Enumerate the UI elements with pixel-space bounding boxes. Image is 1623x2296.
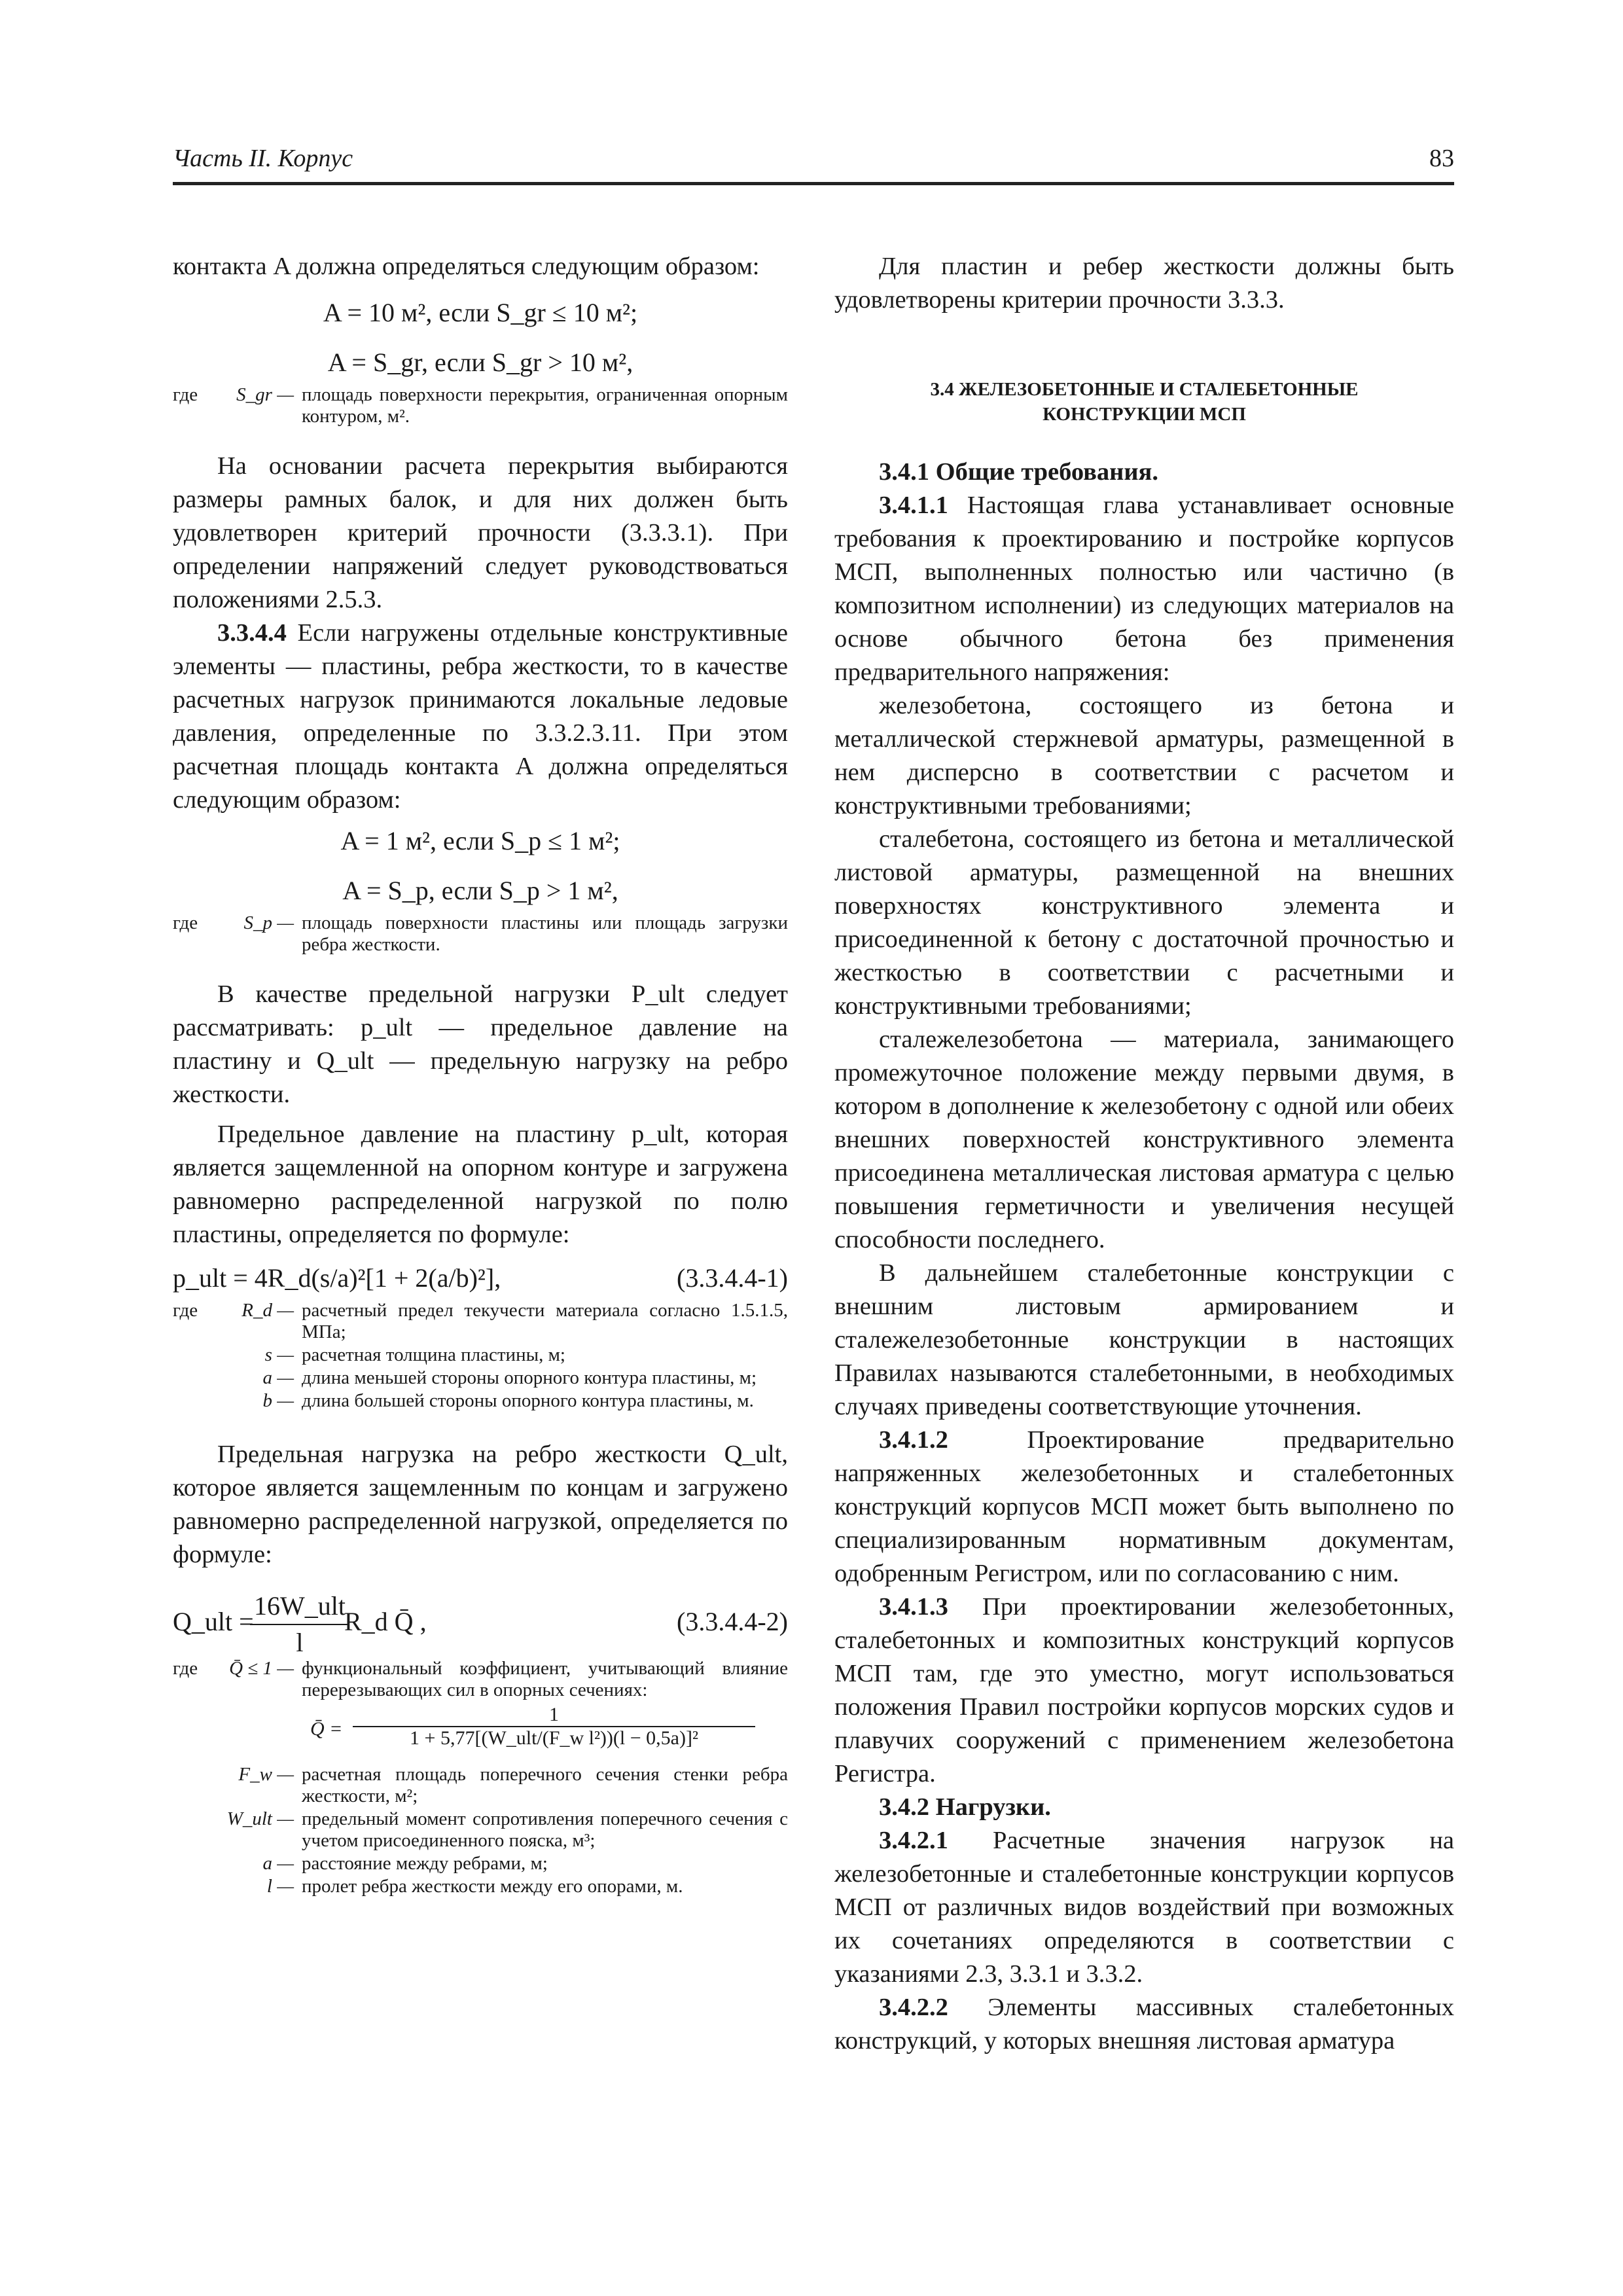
- running-header: [173, 143, 1454, 185]
- definition: [173, 1300, 788, 1343]
- formula-lhs: Q_ult =: [173, 1607, 254, 1636]
- formula: A = S_gr, если S_gr > 10 м²,: [327, 348, 633, 377]
- definition: [173, 1658, 788, 1701]
- section-title: 3.4 ЖЕЛЕЗОБЕТОННЫЕ И СТАЛЕБЕТОННЫЕ КОНСТРУКЦИИ МСП: [930, 379, 1359, 425]
- paragraph: [834, 1590, 1454, 1791]
- clause-number: 3.4.2.1: [879, 1827, 948, 1854]
- paragraph: В дальнейшем сталебетонные конструкции с внешним листовым армированием и сталежелезобетонные конструкции в настоящих Правилах называются сталебетонными, в необходимых случаях приведены соответствующие уточнения.: [834, 1259, 1454, 1420]
- definition: [173, 1367, 788, 1389]
- where-label: где: [173, 1300, 198, 1321]
- part-title: Часть II. Корпус: [173, 145, 353, 172]
- equation-number: (3.3.4.4-2): [677, 1607, 788, 1636]
- symbol: a —: [262, 1367, 294, 1388]
- definition-text: расстояние между ребрами, м;: [302, 1853, 548, 1874]
- clause-number: 3.4.1.2: [879, 1426, 948, 1454]
- heading-text: 3.4.1 Общие требования.: [879, 458, 1158, 486]
- clause-number: 3.4.1.3: [879, 1593, 948, 1621]
- definition: [173, 912, 788, 956]
- formula-body: p_ult = 4R_d(s/a)²[1 + 2(a/b)²],: [173, 1263, 501, 1293]
- paragraph: железобетона, состоящего из бетона и металлической стержневой арматуры, размещенной в нем дисперсно в соответствии с расчетом и конструктивными требованиями;: [834, 692, 1454, 819]
- clause-text: Расчетные значения нагрузок на железобетонные и сталебетонные конструкции корпусов МСП от различных видов воздействий при возможных их сочетаниях определяются в соответствии с указаниями 2.3, 3.3.1 и 3.3.2.: [834, 1827, 1455, 1988]
- formula-numbered: [173, 1588, 788, 1657]
- definition-text: длина меньшей стороны опорного контура пластины, м;: [302, 1367, 757, 1388]
- paragraph: [173, 617, 788, 817]
- paragraph: [834, 1424, 1454, 1590]
- definition-text: пролет ребра жесткости между его опорами, м.: [302, 1876, 683, 1897]
- clause-text: Настоящая глава устанавливает основные требования к проектированию и постройке корпусов МСП, выполненных полностью или частично (в композитном исполнении) из следующих материалов на основе обычного бетона без применения предварительного напряжения:: [834, 492, 1454, 686]
- paragraph: В качестве предельной нагрузки P_ult следует рассматривать: p_ult — предельное давление на пластину и Q_ult — предельную нагрузку на ребро жесткости.: [173, 980, 788, 1108]
- paragraph: [834, 489, 1454, 689]
- symbol: Q̄ ≤ 1 —: [229, 1658, 294, 1679]
- definition: [173, 384, 788, 427]
- definitions: [173, 384, 788, 427]
- paragraph: Предельное давление на пластину p_ult, которая является защемленной на опорном контуре и загружена равномерно распределенной нагрузкой по полю пластины, определяется по формуле:: [173, 1121, 788, 1248]
- formula-rhs: R_d Q̄ ,: [344, 1607, 427, 1636]
- formula: A = 1 м², если S_p ≤ 1 м²;: [340, 826, 620, 855]
- fraction: [250, 1588, 349, 1660]
- heading-text: 3.4.2 Нагрузки.: [879, 1793, 1051, 1821]
- symbol: F_w —: [238, 1764, 294, 1785]
- paragraph: контакта A должна определяться следующим образом:: [173, 253, 760, 280]
- paragraph: Предельная нагрузка на ребро жесткости Q_ult, которое является защемленным по концам и загружено равномерно распределенной нагрузкой, определяется по формуле:: [173, 1441, 788, 1568]
- where-label: где: [173, 1658, 198, 1679]
- where-label: где: [173, 912, 198, 933]
- definitions: [173, 912, 788, 956]
- symbol: a —: [262, 1853, 294, 1874]
- subsection-heading: [834, 1791, 1454, 1824]
- definition-text: предельный момент сопротивления поперечного сечения с учетом присоединенного пояска, м³;: [302, 1808, 788, 1851]
- symbol: W_ult —: [226, 1808, 294, 1829]
- paragraph: Для пластин и ребер жесткости должны быть удовлетворены критерии прочности 3.3.3.: [834, 253, 1454, 314]
- paragraph: [834, 1991, 1454, 2058]
- symbol: S_p —: [243, 912, 294, 933]
- clause-text: Элементы массивных сталебетонных конструкций, у которых внешняя листовая арматура: [834, 1994, 1454, 2054]
- definition-text: длина большей стороны опорного контура пластины, м.: [302, 1390, 754, 1411]
- denominator: l: [296, 1628, 304, 1657]
- clause-text: Проектирование предварительно напряженных железобетонных и сталебетонных конструкций корпусов МСП может быть выполнено по специализированным нормативным документам, одобренным Регистром, или по согласованию с ним.: [834, 1426, 1454, 1587]
- definition: [173, 1808, 788, 1852]
- equation-number: (3.3.4.4-1): [677, 1263, 788, 1293]
- symbol: l —: [266, 1876, 294, 1897]
- definition: [173, 1764, 788, 1807]
- numerator: 16W_ult: [250, 1588, 349, 1625]
- definitions: [173, 1658, 788, 1701]
- definition: [173, 1390, 788, 1412]
- clause-text: Если нагружены отдельные конструктивные элементы — пластины, ребра жесткости, то в качестве расчетных нагрузок принимаются локальные ледовые давления, определенные по 3.3.2.3.11. При этом расчетная площадь контакта A должна определяться следующим образом:: [173, 619, 788, 814]
- subsection-heading: [834, 456, 1454, 489]
- numerator: 1: [353, 1704, 755, 1727]
- symbol: s —: [264, 1344, 294, 1365]
- definition-text: расчетная толщина пластины, м;: [302, 1344, 565, 1365]
- clause-number: 3.4.1.1: [879, 492, 948, 519]
- definition-text: площадь поверхности пластины или площадь загрузки ребра жесткости.: [302, 912, 788, 955]
- definition: [173, 1853, 788, 1874]
- denominator: 1 + 5,77[(W_ult/(F_w l²))(l − 0,5a)]²: [410, 1727, 698, 1749]
- left-column: [173, 250, 788, 1899]
- right-column: [834, 250, 1454, 2058]
- where-label: где: [173, 384, 198, 405]
- definitions: [173, 1300, 788, 1412]
- definition-text: расчетная площадь поперечного сечения стенки ребра жесткости, м²;: [302, 1764, 788, 1806]
- formula-numbered: [173, 1261, 788, 1296]
- paragraph: сталебетона, состоящего из бетона и металлической листовой арматуры, размещенной на внешних поверхностях конструктивного элемента и присоединенной к бетону с достаточной прочностью и жесткостью в соответствии с расчетными и конструктивными требованиями;: [834, 825, 1454, 1020]
- formula-lhs: Q̄ =: [310, 1718, 343, 1740]
- page-number: 83: [1429, 145, 1454, 172]
- definition-text: расчетный предел текучести материала согласно 1.5.1.5, МПа;: [302, 1300, 788, 1342]
- definition-text: функциональный коэффициент, учитывающий влияние перерезывающих сил в опорных сечениях:: [302, 1658, 788, 1700]
- definition-text: площадь поверхности перекрытия, ограниченная опорным контуром, м².: [302, 384, 788, 427]
- clause-number: 3.4.2.2: [879, 1994, 948, 2021]
- paragraph: На основании расчета перекрытия выбираются размеры рамных балок, и для них должен быть удовлетворен критерий прочности (3.3.3.1). При определении напряжений следует руководствоваться положениями 2.5.3.: [173, 452, 788, 613]
- formula: A = 10 м², если S_gr ≤ 10 м²;: [323, 298, 638, 327]
- paragraph: сталежелезобетона — материала, занимающего промежуточное положение между первыми двумя, в котором в дополнение к железобетону с одной или обеих внешних поверхностей конструктивного элемента присоединена металлическая листовая арматура с целью повышения герметичности и увеличения несущей способности последнего.: [834, 1026, 1454, 1253]
- definition: [173, 1344, 788, 1366]
- fraction: [353, 1704, 755, 1749]
- symbol: R_d —: [241, 1300, 294, 1321]
- formula-coefficient: [173, 1704, 788, 1760]
- definitions: [173, 1764, 788, 1897]
- symbol: S_gr —: [236, 384, 294, 405]
- formula: A = S_p, если S_p > 1 м²,: [342, 876, 618, 905]
- definition: [173, 1876, 788, 1897]
- clause-text: При проектировании железобетонных, сталебетонных и композитных конструкций корпусов МСП там, где это уместно, могут использоваться положения Правил постройки корпусов морских судов и плавучих сооружений с применением железобетона Регистра.: [834, 1593, 1454, 1787]
- clause-number: 3.3.4.4: [217, 619, 287, 647]
- symbol: b —: [262, 1390, 294, 1411]
- paragraph: [834, 1824, 1454, 1991]
